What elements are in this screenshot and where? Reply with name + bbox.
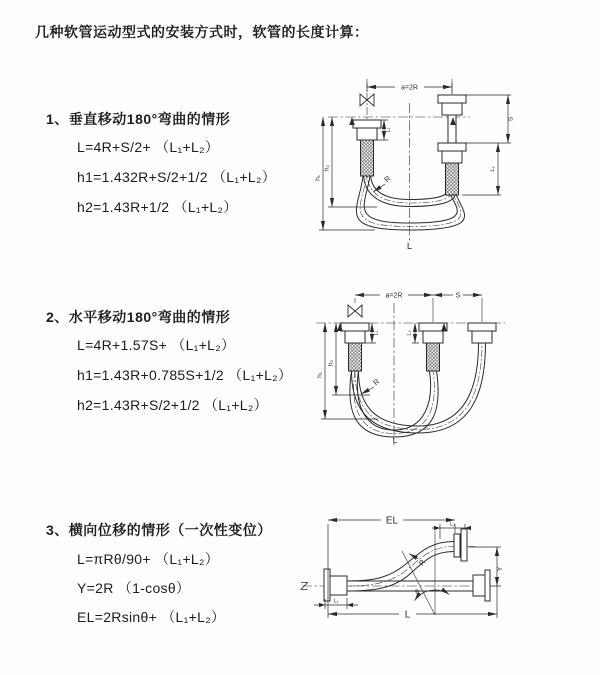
dim-s-label: S	[507, 116, 515, 122]
theta-label: θ	[414, 588, 421, 597]
section-3-heading: 3、横向位移的情形（一次性变位）	[46, 522, 272, 538]
middle-connector	[419, 323, 447, 343]
dim-l2-label: L₂	[449, 521, 456, 528]
formula-line: L=4R+1.57S+ （L₁+L₂）	[77, 337, 236, 353]
formula-line: h2=1.43R+S/2+1/2 （L₁+L₂）	[77, 397, 268, 413]
diagram-vertical-180-bend	[315, 73, 600, 258]
left-flange	[324, 569, 347, 601]
formula-line: h1=1.432R+S/2+1/2 （L₁+L₂）	[77, 169, 277, 185]
radius-label: R	[382, 173, 393, 185]
dim-a2r-label: a=2R	[401, 84, 418, 92]
dim-el-label: EL	[385, 515, 399, 527]
dim-l2-label: L₂	[490, 166, 496, 172]
formula-line: EL=2Rsinθ+ （L₁+L₂）	[77, 609, 226, 625]
valve-icon	[348, 305, 362, 317]
radius-label: R	[416, 557, 428, 568]
formula-line: L=4R+S/2+ （L₁+L₂）	[77, 139, 220, 155]
dim-l1-label: L₁	[333, 598, 339, 605]
dim-l1-label: L₁	[385, 127, 392, 133]
dim-h2-label: h₂	[327, 359, 335, 367]
length-label: L	[406, 241, 413, 252]
dim-y-label: Y	[497, 566, 504, 572]
lower-right-flange	[473, 570, 490, 601]
upper-right-flange	[454, 529, 467, 561]
diagram-horizontal-180-bend	[308, 283, 600, 458]
section-2-heading: 2、水平移动180°弯曲的情形	[46, 309, 231, 325]
formula-line: h2=1.43R+1/2 （L₁+L₂）	[77, 199, 238, 215]
dim-s-label: S	[455, 292, 461, 300]
length-label: L	[392, 435, 398, 445]
diagram-lateral-displacement	[298, 503, 600, 648]
page-title: 几种软管运动型式的安装方式时，软管的长度计算：	[35, 24, 369, 40]
dim-l2-label: L₂	[406, 330, 413, 336]
dim-h1-label: h₁	[316, 372, 324, 378]
formula-line: L=πRθ/90+ （L₁+L₂）	[77, 551, 220, 567]
formula-line: h1=1.43R+0.785S+1/2 （L₁+L₂）	[77, 367, 293, 383]
radius-label: R	[371, 376, 382, 388]
dim-l1-label: L₁	[373, 330, 380, 336]
formula-line: Y=2R （1-cosθ）	[77, 580, 191, 596]
right-connector	[468, 323, 496, 343]
right-connector	[438, 95, 466, 163]
dim-a2r-label: a=2R	[385, 292, 403, 300]
left-connector	[341, 323, 369, 343]
section-1-heading: 1、垂直移动180°弯曲的情形	[46, 111, 231, 127]
dim-h2-label: h₂	[323, 164, 331, 172]
dim-l-label: L	[404, 609, 411, 621]
left-connector	[353, 120, 381, 140]
dim-h1-label: h₁	[315, 175, 322, 181]
